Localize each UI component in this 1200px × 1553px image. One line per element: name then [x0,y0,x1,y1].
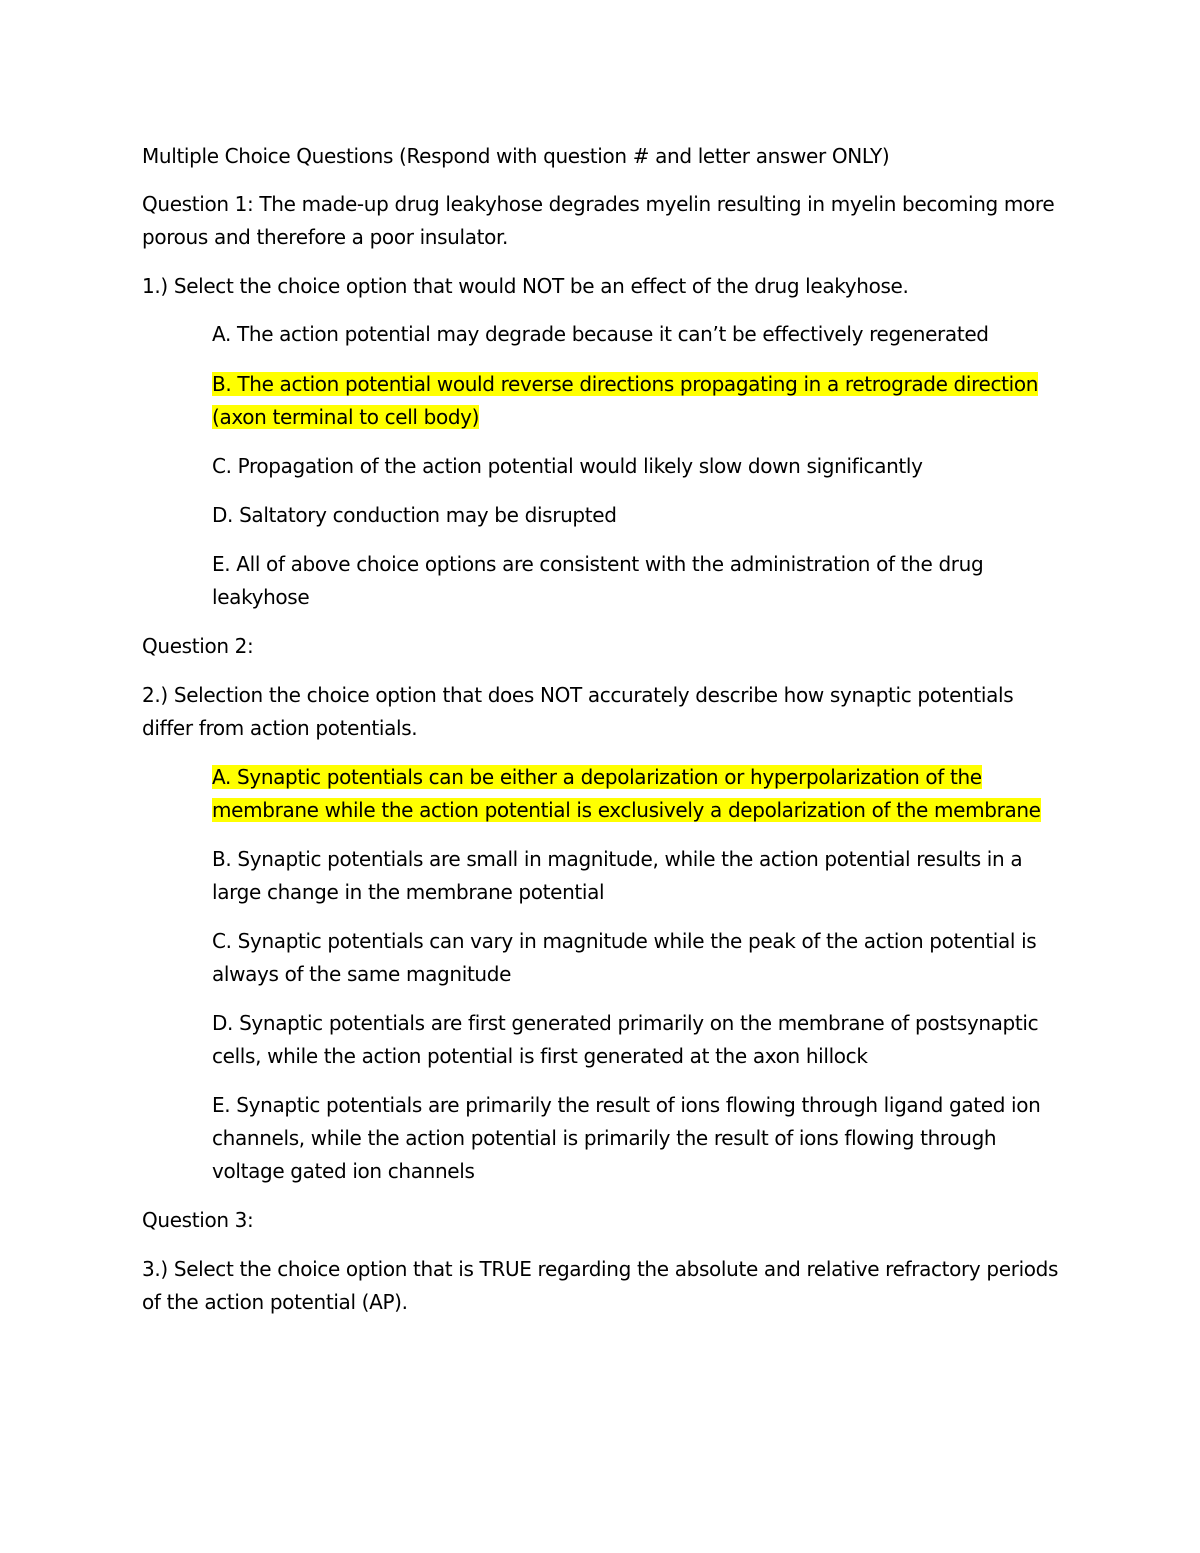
option-text: C. Propagation of the action potential would likely slow down significantly [212,454,923,478]
question-2-option-b [212,843,1062,909]
question-2-label: Question 2: [142,634,254,658]
question-3-label: Question 3: [142,1208,254,1232]
question-1-prompt: 1.) Select the choice option that would NOT be an effect of the drug leakyhose. [142,274,909,298]
option-text: A. The action potential may degrade because it can’t be effectively regenerated [212,322,989,346]
option-text: E. All of above choice options are consistent with the administration of the drug leakyhose [212,552,984,609]
highlighted-answer: A. Synaptic potentials can be either a depolarization or hyperpolarization of the membrane while the action potential is exclusively a depolarization of the membrane [212,765,1041,822]
option-text: B. Synaptic potentials are small in magnitude, while the action potential results in a large change in the membrane potential [212,847,1023,904]
question-1-option-b [212,368,1062,434]
option-text: D. Synaptic potentials are first generated primarily on the membrane of postsynaptic cells, while the action potential is first generated at the axon hillock [212,1011,1039,1068]
question-1-label: Question 1: The made-up drug leakyhose degrades myelin resulting in myelin becoming more porous and therefore a poor insulator. [142,192,1055,249]
option-text: D. Saltatory conduction may be disrupted [212,503,617,527]
question-2-option-d [212,1007,1062,1073]
highlighted-answer: B. The action potential would reverse directions propagating in a retrograde direction (axon terminal to cell body) [212,372,1039,429]
question-2-prompt: 2.) Selection the choice option that does NOT accurately describe how synaptic potentials differ from action potentials. [142,683,1014,740]
question-1-option-e [212,548,1062,614]
option-text: E. Synaptic potentials are primarily the result of ions flowing through ligand gated ion channels, while the action potential is primarily the result of ions flowing through voltage gated ion channels [212,1093,1041,1183]
document-header: Multiple Choice Questions (Respond with question # and letter answer ONLY) [142,144,890,168]
question-2-option-a [212,761,1062,827]
question-2-option-c [212,925,1062,991]
question-1-option-a [212,318,1062,351]
question-1-option-c [212,450,1062,483]
document-body [142,140,1062,1335]
question-1-option-d [212,499,1062,532]
option-text: C. Synaptic potentials can vary in magnitude while the peak of the action potential is always of the same magnitude [212,929,1037,986]
question-3-prompt: 3.) Select the choice option that is TRUE regarding the absolute and relative refractory periods of the action potential (AP). [142,1257,1059,1314]
question-2-option-e [212,1089,1062,1188]
